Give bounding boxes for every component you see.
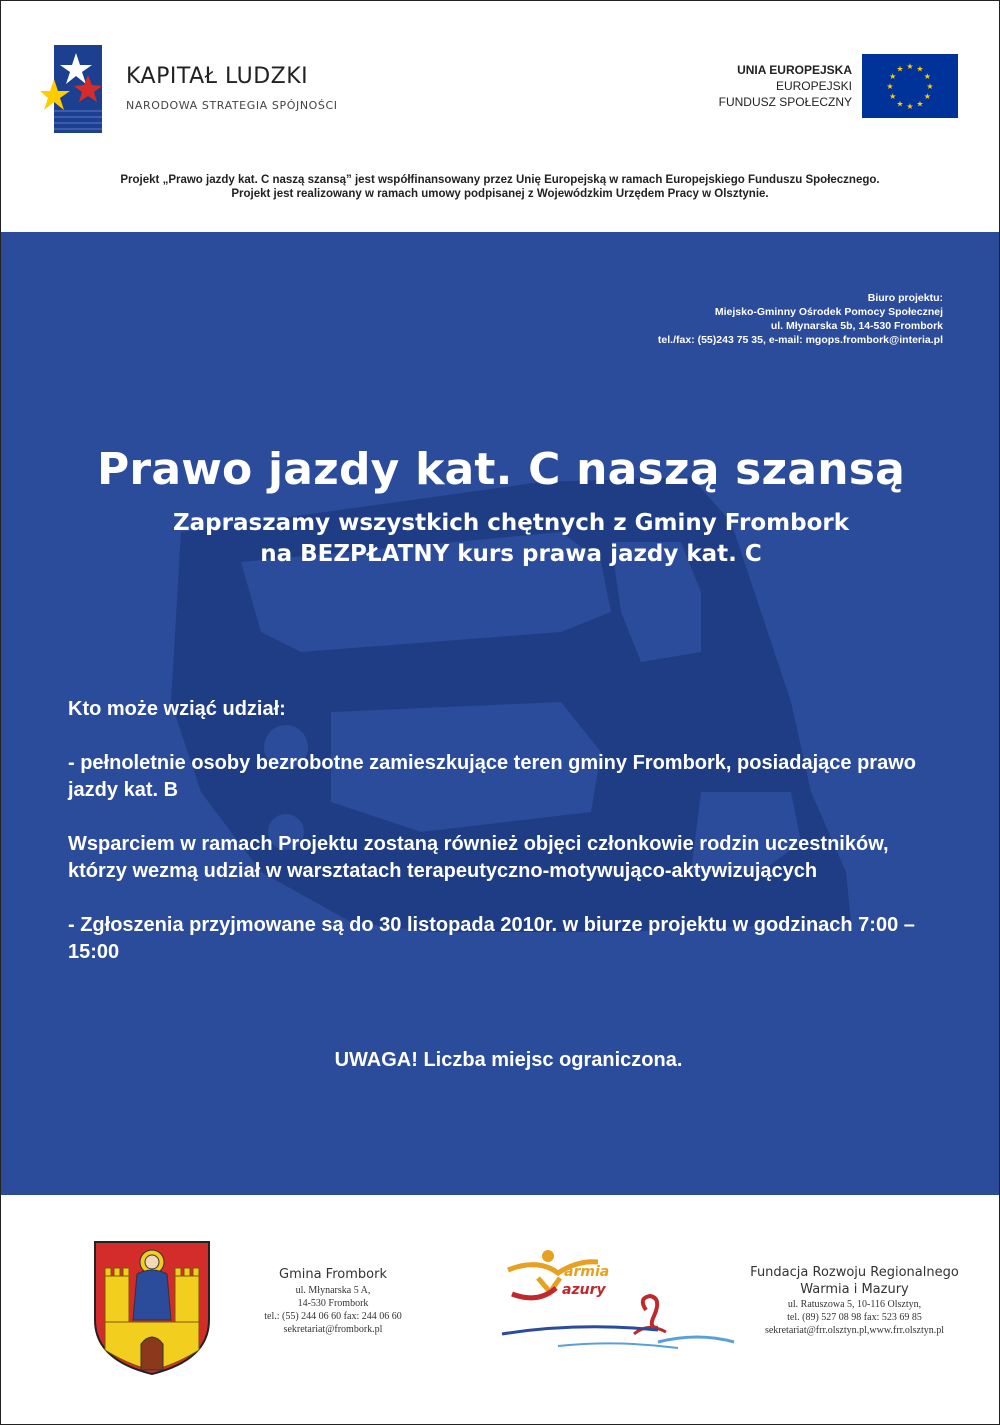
eu-star-icon: ★: [886, 82, 894, 91]
subtitle-line-2: na BEZPŁATNY kurs prawa jazdy kat. C: [260, 541, 762, 567]
gmina-frombork-contact: [243, 1266, 423, 1336]
fundacja-contact: [742, 1264, 967, 1337]
gmina-name: Gmina Frombork: [279, 1267, 387, 1282]
fund-phone: tel. (89) 527 08 98 fax: 523 69 85: [787, 1312, 922, 1323]
eu-star-icon: ★: [906, 62, 914, 71]
warmia-mazury-logo-icon: [498, 1248, 738, 1358]
frombork-coat-of-arms-icon: [93, 1240, 211, 1376]
project-note-line-1: Projekt „Prawo jazdy kat. C naszą szansą” jest współfinansowany przez Unię Europejską w ramach Europejskiego Funduszu Społecznego.: [120, 174, 880, 186]
main-body-text: [68, 696, 928, 966]
eligibility-criteria: - pełnoletnie osoby bezrobotne zamieszkujące teren gminy Frombork, posiadające prawo jazdy kat. B: [68, 752, 916, 801]
subtitle-line-1: Zapraszamy wszystkich chętnych z Gminy Frombork: [172, 510, 850, 536]
gmina-city: 14-530 Frombork: [297, 1298, 369, 1309]
eu-line-3: FUNDUSZ SPOŁECZNY: [718, 95, 852, 109]
fund-name-1: Fundacja Rozwoju Regionalnego: [750, 1265, 959, 1280]
eu-star-icon: ★: [923, 72, 931, 81]
wm-word-2: azury: [562, 1282, 606, 1298]
kapital-ludzki-subtitle: NARODOWA STRATEGIA SPÓJNOŚCI: [126, 99, 338, 112]
fund-street: ul. Ratuszowa 5, 10-116 Olsztyn,: [787, 1299, 922, 1310]
gmina-email: sekretariat@frombork.pl: [283, 1324, 383, 1335]
project-funding-note: [0, 173, 1000, 201]
eu-star-icon: ★: [926, 82, 934, 91]
main-title: Prawo jazdy kat. C naszą szansą: [96, 444, 906, 495]
who-heading: Kto może wziąć udział:: [68, 698, 286, 720]
eu-star-icon: ★: [889, 92, 897, 101]
eu-star-icon: ★: [916, 64, 924, 74]
eu-text-block: [719, 62, 852, 110]
limited-places-notice: UWAGA! Liczba miejsc ograniczona.: [334, 1049, 683, 1071]
kapital-ludzki-title: KAPITAŁ LUDZKI: [126, 64, 309, 89]
wm-word-1: armia: [564, 1264, 610, 1280]
eu-flag-icon: [862, 54, 958, 118]
kapital-ludzki-logo-icon: [40, 45, 102, 133]
office-name: Miejsko-Gminny Ośrodek Pomocy Społecznej: [714, 306, 943, 318]
gmina-phone: tel.: (55) 244 06 60 fax: 244 06 60: [264, 1311, 402, 1322]
fund-name-2: Warmia i Mazury: [800, 1282, 909, 1297]
office-label: Biuro projektu:: [867, 292, 943, 304]
eu-star-icon: ★: [889, 72, 897, 81]
fund-email: sekretariat@frr.olsztyn.pl,www.frr.olsztyn.pl: [764, 1325, 945, 1336]
applications-info: - Zgłoszenia przyjmowane są do 30 listopada 2010r. w biurze projektu w godzinach 7:00 – 15:00: [68, 914, 915, 963]
main-blue-panel: [1, 232, 999, 1195]
eu-line-1: UNIA EUROPEJSKA: [737, 63, 852, 77]
office-contact: tel./fax: (55)243 75 35, e-mail: mgops.frombork@interia.pl: [657, 334, 943, 346]
eu-line-2: EUROPEJSKI: [775, 79, 852, 93]
main-subtitle: [1, 508, 999, 570]
gmina-street: ul. Młynarska 5 A,: [295, 1285, 371, 1296]
eu-star-icon: ★: [906, 102, 914, 111]
project-note-line-2: Projekt jest realizowany w ramach umowy podpisanej z Wojewódzkim Urzędem Pracy w Olsztynie.: [231, 188, 769, 200]
eu-star-icon: ★: [896, 99, 904, 109]
eu-star-icon: ★: [923, 92, 931, 101]
project-office-info: [658, 291, 943, 347]
office-address: ul. Młynarska 5b, 14-530 Frombork: [770, 320, 943, 332]
family-support-text: Wsparciem w ramach Projektu zostaną również objęci członkowie rodzin uczestników, którzy wezmą udział w warsztatach terapeutyczno-motywująco-aktywizujących: [68, 833, 889, 882]
eu-star-icon: ★: [896, 64, 904, 74]
eu-star-icon: ★: [916, 99, 924, 109]
